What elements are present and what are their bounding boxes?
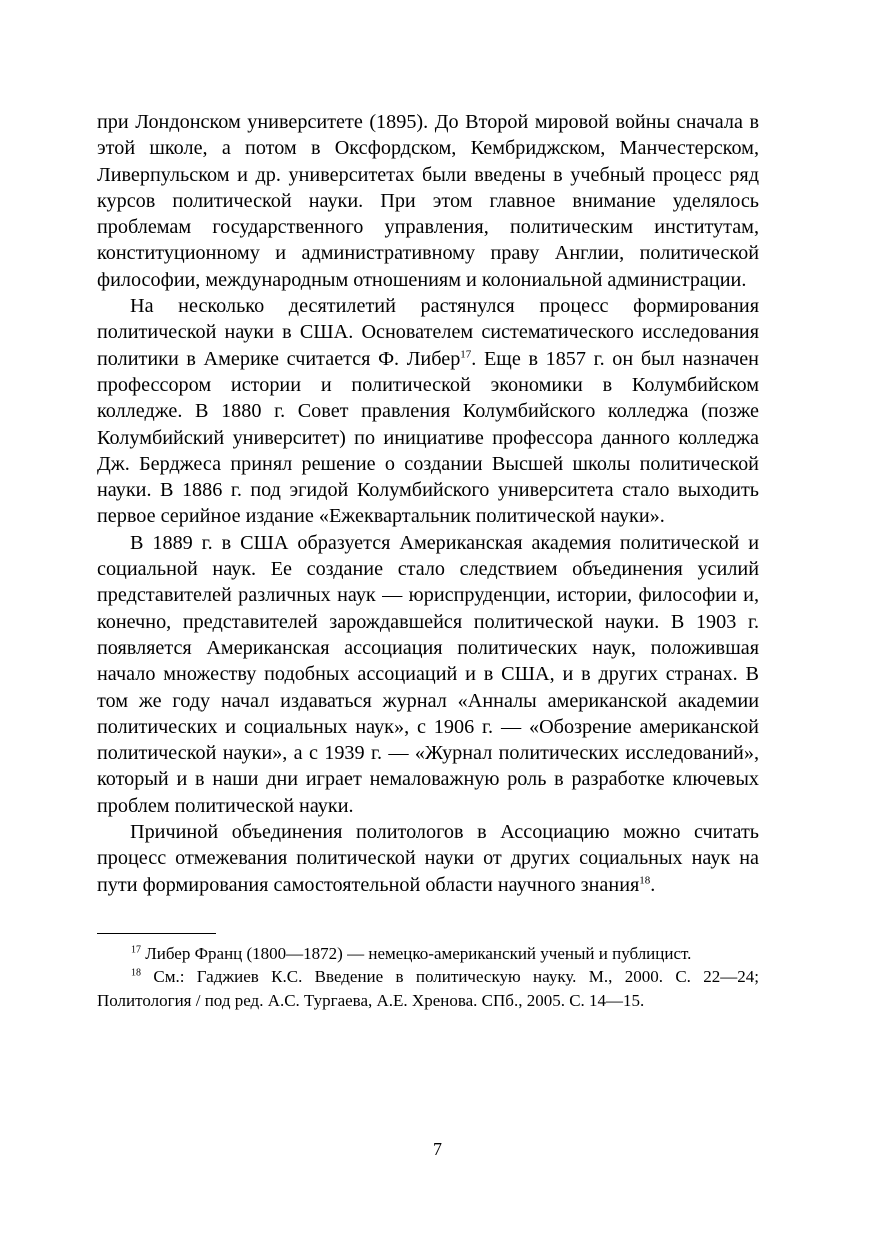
page-number: 7 bbox=[433, 1139, 442, 1159]
paragraph-4-text-b: . bbox=[650, 873, 656, 896]
paragraph-3-text: В 1889 г. в США образуется Американская академия политической и социальной наук. Ее создание стало следствием объединения усилий представителей различных наук — юриспруденции, истории, философии и, конечно, представителей зарождавшейся политической науки. В 1903 г. появляется Американская ассоциация политических наук, положившая начало множеству подобных ассоциаций и в США, и в других странах. В том же году начал издаваться журнал «Анналы американской академии политических и социальных наук», с 1906 г. — «Обозрение американской политической науки», а с 1939 г. — «Журнал политических исследований», который и в наши дни играет немаловажную роль в разработке ключевых проблем политической науки. bbox=[97, 531, 759, 817]
paragraph-2 bbox=[97, 293, 759, 530]
paragraph-1 bbox=[97, 109, 759, 293]
footnote-18-text: См.: Гаджиев К.С. Введение в политическую науку. М., 2000. С. 22—24; Политология / под ред. А.С. Тургаева, А.Е. Хренова. СПб., 2005. С. 14—15. bbox=[97, 967, 759, 1010]
paragraph-4-text-a: Причиной объединения политологов в Ассоциацию можно считать процесс отмежевания политической науки от других социальных наук на пути формирования самостоятельной области научного знания bbox=[97, 821, 759, 896]
paragraph-2-text-a: На несколько десятилетий растянулся процесс формирования политической науки в США. Основателем систематического исследования политики в Америке считается Ф. Либер bbox=[97, 295, 759, 370]
paragraph-4 bbox=[97, 819, 759, 898]
footnote-17-marker: 17 bbox=[131, 944, 141, 956]
paragraph-1-text: при Лондонском университете (1895). До Второй мировой войны сначала в этой школе, а потом в Оксфордском, Кембриджском, Манчестерском, Ливерпульском и др. университетах были введены в учебный процесс ряд курсов политической науки. При этом главное внимание уделялось проблемам государственного управления, политическим институтам, конституционному и административному праву Англии, политической философии, международным отношениям и колониальной администрации. bbox=[97, 111, 759, 291]
paragraph-3 bbox=[97, 530, 759, 819]
footnote-18 bbox=[97, 965, 759, 1012]
body-text bbox=[97, 109, 759, 898]
footnote-ref-18[interactable]: 18 bbox=[639, 873, 651, 886]
footnote-17 bbox=[97, 942, 759, 966]
footnote-divider bbox=[97, 933, 216, 934]
page-content bbox=[97, 109, 759, 1012]
paragraph-2-text-b: . Еще в 1857 г. он был назначен профессором истории и политической экономики в Колумбийском колледже. В 1880 г. Совет правления Колумбийского колледжа (позже Колумбийский университет) по инициативе профессора данного колледжа Дж. Берджеса принял решение о создании Высшей школы политической науки. В 1886 г. под эгидой Колумбийского университета стало выходить первое серийное издание «Ежеквартальник политической науки». bbox=[97, 347, 759, 528]
footnote-18-marker: 18 bbox=[131, 967, 141, 979]
footnotes bbox=[97, 942, 759, 1013]
footnote-17-text: Либер Франц (1800—1872) — немецко-американский ученый и публицист. bbox=[141, 943, 692, 963]
footnote-ref-17[interactable]: 17 bbox=[460, 347, 472, 360]
